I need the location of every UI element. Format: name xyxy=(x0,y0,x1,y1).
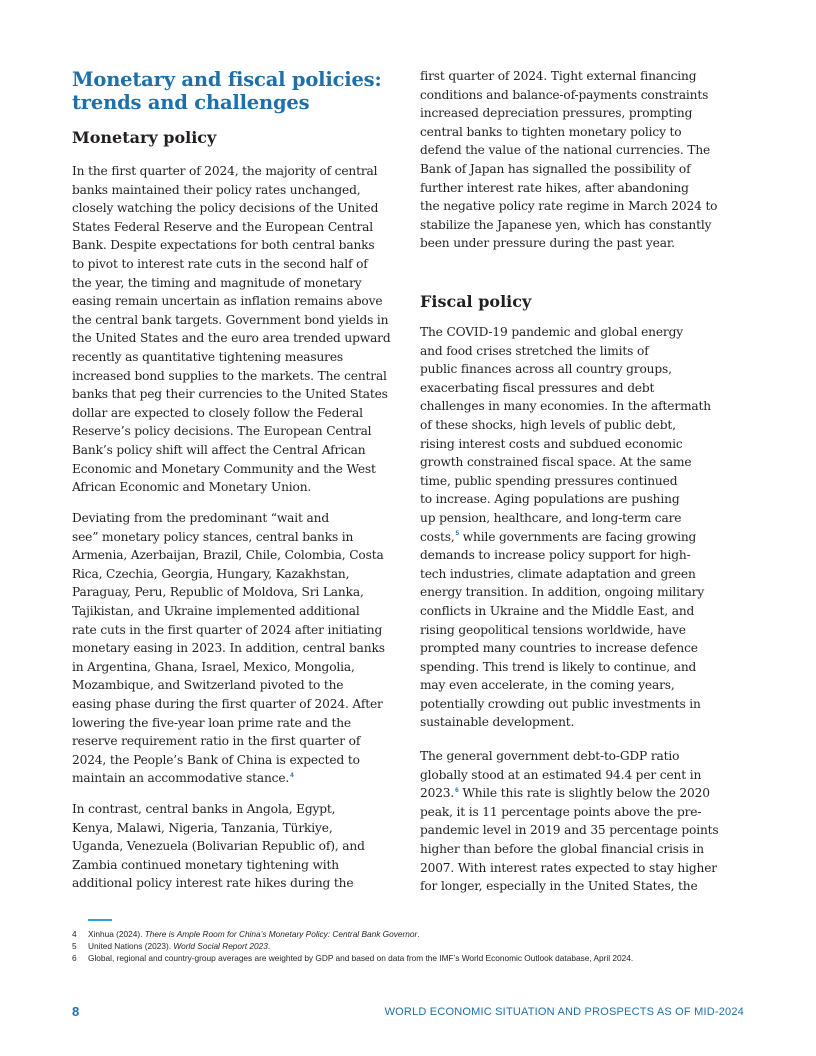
fiscal-paragraph-2 xyxy=(420,747,742,896)
monetary-paragraph-1: In the first quarter of 2024, the majority of central banks maintained their policy rates unchanged, closely watching the policy decisions of the United States Federal Reserve and the European Central Bank. Despite expectations for both central banks to pivot to interest rate cuts in the second half of the year, the timing and magnitude of monetary easing remain uncertain as inflation remains above the central bank targets. Government bond yields in the United States and the euro area trended upward recently as quantitative tightening measures increased bond supplies to the markets. The central banks that peg their currencies to the United States dollar are expected to closely follow the Federal Reserve’s policy decisions. The European Central Bank’s policy shift will affect the Central African Economic and Monetary Community and the West African Economic and Monetary Union. xyxy=(72,164,391,495)
monetary-paragraph-2 xyxy=(72,509,394,788)
footnote-lead: United Nations (2023). xyxy=(88,941,174,951)
footnote-ref-4[interactable]: 4 xyxy=(290,772,294,780)
footnote-tail: . xyxy=(267,941,271,951)
monetary-paragraph-2-text: Deviating from the predominant “wait and see” monetary policy stances, central banks in Armenia, Azerbaijan, Brazil, Chile, Colombia, Costa Rica, Czechia, Georgia, Hungary, Kazakhstan, Paraguay, Peru, Republic of Moldova, Sri Lanka, Tajikistan, and Ukraine implemented additional rate cuts in the first quarter of 2024 after initiating monetary easing in 2023. In addition, central banks in Argentina, Ghana, Israel, Mexico, Mongolia, Mozambique, and Switzerland pivoted to the easing phase during the first quarter of 2024. After lowering the five-year loan prime rate and the reserve requirement ratio in the first quarter of 2024, the People’s Bank of China is expected to maintain an accommodative stance. xyxy=(72,511,385,786)
monetary-paragraph-3: In contrast, central banks in Angola, Egypt, Kenya, Malawi, Nigeria, Tanzania, Türkiye, Uganda, Venezuela (Bolivarian Republic of), and Zambia continued monetary tightening with additional policy interest rate hikes during the xyxy=(72,802,365,891)
footnote-6 xyxy=(72,952,752,964)
fiscal-paragraph-2-text-a: The general government debt-to-GDP ratio globally stood at an estimated 94.4 per cent in 2023. xyxy=(420,749,702,801)
fiscal-policy-heading: Fiscal policy xyxy=(420,292,532,311)
footnote-ref-6[interactable]: 6 xyxy=(455,787,459,795)
footnote-4 xyxy=(72,928,752,940)
footnote-divider xyxy=(88,919,112,921)
page-title: Monetary and fiscal policies: trends and challenges xyxy=(72,68,382,114)
footnote-title: There is Ample Room for China’s Monetary Policy: Central Bank Governor xyxy=(144,929,418,939)
footnote-5 xyxy=(72,940,752,952)
running-head: WORLD ECONOMIC SITUATION AND PROSPECTS AS OF MID-2024 xyxy=(384,1006,744,1018)
footnote-tail: . xyxy=(417,929,420,939)
footnote-number: 4 xyxy=(72,929,77,939)
footnote-lead: Xinhua (2024). xyxy=(88,929,145,939)
monetary-policy-heading: Monetary policy xyxy=(72,128,217,147)
fiscal-paragraph-1-text-b: while governments are facing growing demands to increase policy support for high- tech industries, climate adaptation and green energy transition. In addition, ongoing military conflicts in Ukraine and the Middle East, and rising geopolitical tensions worldwide, have prompted many countries to increase defence spending. This trend is likely to continue, and may even accelerate, in the coming years, potentially crowding out public investments in sustainable development. xyxy=(420,529,705,730)
fiscal-paragraph-2-text-b: While this rate is slightly below the 2020 peak, it is 11 percentage points above the pre- pandemic level in 2019 and 35 percentage points higher than before the global financial crisis in 2007. With interest rates expected to stay higher for longer, especially in the United States, the xyxy=(420,786,719,894)
footnote-lead: Global, regional and country-group averages are weighted by GDP and based on data from the IMF’s World Economic Outlook database, April 2024. xyxy=(88,953,634,963)
footnote-title: World Social Report 2023 xyxy=(173,941,268,951)
footnote-ref-5[interactable]: 5 xyxy=(455,530,460,538)
fiscal-paragraph-1-text-a: The COVID-19 pandemic and global energy and food crises stretched the limits of public finances across all country groups, exacerbating fiscal pressures and debt challenges in many economies. In the aftermath of these shocks, high levels of public debt, rising interest costs and subdued economic growth constrained fiscal space. At the same time, public spending pressures continued to increase. Aging populations are pushing up pension, healthcare, and long-term care costs, xyxy=(420,325,711,544)
footnote-number: 5 xyxy=(72,941,77,951)
page-number: 8 xyxy=(72,1004,80,1019)
footnote-number: 6 xyxy=(72,953,77,963)
footnotes xyxy=(72,928,752,964)
monetary-continued-paragraph: first quarter of 2024. Tight external financing conditions and balance-of-payments constraints increased depreciation pressures, prompting central banks to tighten monetary policy to defend the value of the national currencies. The Bank of Japan has signalled the possibility of further interest rate hikes, after abandoning the negative policy rate regime in March 2024 to stabilize the Japanese yen, which has constantly been under pressure during the past year. xyxy=(420,69,718,251)
fiscal-paragraph-1 xyxy=(420,323,742,732)
